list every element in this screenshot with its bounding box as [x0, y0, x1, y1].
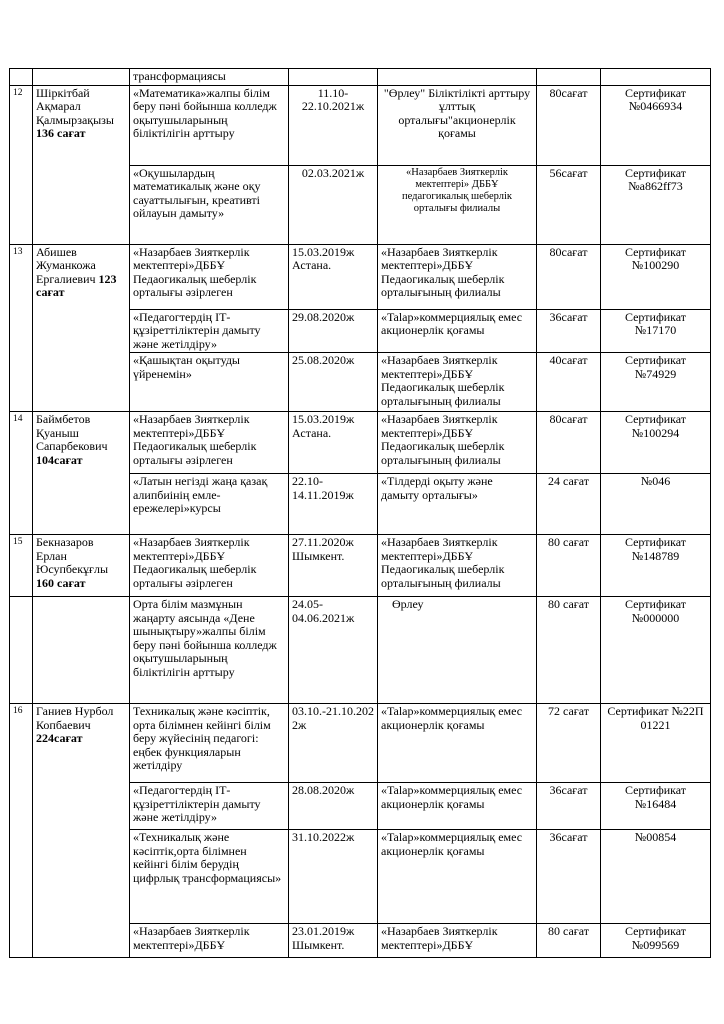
date-cell: 02.03.2021ж — [289, 165, 378, 244]
total-hours: 224сағат — [36, 731, 83, 745]
table-row — [10, 704, 711, 783]
total-hours: 160 сағат — [36, 575, 86, 590]
table-row — [10, 85, 711, 165]
teacher-name-cell — [33, 244, 130, 412]
certificate-cell: №046 — [601, 474, 711, 535]
course-cell: Орта білім мазмұнын жаңарту аясында «Дене шынықтыру»жалпы білім беру пәні бойынша колледж оқытушыларының біліктілігін арттыру — [130, 597, 289, 704]
org-cell: «Назарбаев Зияткерлік мектептері»ДББҰ Педаогикалық шеберлік орталығының филиалы — [378, 244, 537, 309]
teacher-name: Абишев Жуманкожа Ергалиевич — [36, 244, 96, 286]
hours-cell: 36сағат — [537, 783, 601, 830]
hours-cell: 36сағат — [537, 309, 601, 353]
hours-cell: 36сағат — [537, 830, 601, 924]
row-number: 15 — [10, 535, 33, 597]
teacher-name-cell — [33, 412, 130, 535]
hours-cell: 80 сағат — [537, 924, 601, 958]
qualification-table — [9, 68, 711, 958]
course-cell: «Назарбаев Зияткерлік мектептері»ДББҰ Педаогикалық шеберлік орталығы әзірлеген — [130, 244, 289, 309]
teacher-name: Ганиев Нурбол Копбаевич — [36, 704, 114, 732]
date-cell: 31.10.2022ж — [289, 830, 378, 924]
teacher-name: Бекназаров Ерлан Юсупбекұғлы — [36, 535, 108, 576]
certificate-cell: Сертификат №000000 — [601, 597, 711, 704]
date-cell: 15.03.2019ж Астана. — [289, 244, 378, 309]
org-cell: Өрлеу — [378, 597, 537, 704]
course-cell: трансформациясы — [130, 69, 289, 86]
table-row — [10, 412, 711, 474]
total-hours: 123 сағат — [36, 271, 117, 299]
date-cell: 24.05-04.06.2021ж — [289, 597, 378, 704]
certificate-cell: Сертификат №74929 — [601, 353, 711, 412]
org-cell: «Назарбаев Зияткерлік мектептері»ДББҰ — [378, 924, 537, 958]
org-cell: «Назарбаев Зияткерлік мектептері»ДББҰ Педаогикалық шеберлік орталығының филиалы — [378, 353, 537, 412]
date-cell: 03.10.-21.10.2022ж — [289, 704, 378, 783]
hours-cell: 80сағат — [537, 412, 601, 474]
date-cell: 29.08.2020ж — [289, 309, 378, 353]
date-cell: 27.11.2020ж Шымкент. — [289, 535, 378, 597]
date-cell: 25.08.2020ж — [289, 353, 378, 412]
document-page — [9, 68, 710, 958]
org-cell: «Talap»коммерциялық емес акционерлік қоғамы — [378, 830, 537, 924]
certificate-cell: Сертификат №100290 — [601, 244, 711, 309]
org-cell: «Talap»коммерциялық емес акционерлік қоғамы — [378, 704, 537, 783]
certificate-cell: Сертификат №099569 — [601, 924, 711, 958]
org-cell: «Talap»коммерциялық емес акционерлік қоғамы — [378, 783, 537, 830]
hours-cell: 80 сағат — [537, 535, 601, 597]
hours-cell: 80сағат — [537, 244, 601, 309]
course-cell: Техникалық және кәсіптік, орта білімнен кейінгі білім беру жүйесінің педагогі: еңбек функцияларын жетілдіру — [130, 704, 289, 783]
certificate-cell: Сертификат №а862ff73 — [601, 165, 711, 244]
hours-cell: 56сағат — [537, 165, 601, 244]
teacher-name-cell — [33, 535, 130, 597]
org-cell: «Назарбаев Зияткерлік мектептері»ДББҰ Педаогикалық шеберлік орталығының филиалы — [378, 535, 537, 597]
hours-cell: 80сағат — [537, 85, 601, 165]
row-number: 13 — [10, 244, 33, 412]
org-cell: «Назарбаев Зияткерлік мектептері»ДББҰ Педаогикалық шеберлік орталығының филиалы — [378, 412, 537, 474]
certificate-cell: Сертификат №17170 — [601, 309, 711, 353]
org-cell: «Тілдерді оқыту және дамыту орталығы» — [378, 474, 537, 535]
table-row — [10, 535, 711, 597]
teacher-name-cell — [33, 704, 130, 958]
course-cell: «Техникалық және кәсіптік,орта білімнен кейінгі білім берудің цифрлық трансформациясы» — [130, 830, 289, 924]
table-row — [10, 69, 711, 86]
row-number: 16 — [10, 704, 33, 958]
course-cell: «Назарбаев Зияткерлік мектептері»ДББҰ Педаогикалық шеберлік орталығы әзірлеген — [130, 412, 289, 474]
course-cell: «Математика»жалпы білім беру пәні бойынша колледж оқытушыларының біліктілігін арттыру — [130, 85, 289, 165]
date-cell: 28.08.2020ж — [289, 783, 378, 830]
teacher-name: Шіркітбай Ақмарал Қалмырзақызы — [36, 85, 114, 127]
date-cell: 22.10-14.11.2019ж — [289, 474, 378, 535]
total-hours: 104сағат — [36, 452, 83, 467]
date-cell: 23.01.2019ж Шымкент. — [289, 924, 378, 958]
row-number: 14 — [10, 412, 33, 535]
certificate-cell: Сертификат №100294 — [601, 412, 711, 474]
course-cell: «Қашықтан оқытуды үйренемін» — [130, 353, 289, 412]
certificate-cell: Сертификат №22П 01221 — [601, 704, 711, 783]
certificate-cell: Сертификат №0466934 — [601, 85, 711, 165]
teacher-name-cell — [33, 85, 130, 244]
course-cell: «Латын негізді жаңа қазақ алипбиінің емле-ережелері»курсы — [130, 474, 289, 535]
table-row — [10, 597, 711, 704]
date-cell: 11.10-22.10.2021ж — [289, 85, 378, 165]
date-cell: 15.03.2019ж Астана. — [289, 412, 378, 474]
table-row — [10, 244, 711, 309]
course-cell: «Педагогтердің ІТ-құзіреттіліктерін дамыту және жетілдіру» — [130, 783, 289, 830]
course-cell: «Педагогтердің ІТ-құзіреттіліктерін дамыту және жетілдіру» — [130, 309, 289, 353]
course-cell: «Назарбаев Зияткерлік мектептері»ДББҰ Педаогикалық шеберлік орталығы әзірлеген — [130, 535, 289, 597]
org-cell: «Talap»коммерциялық емес акционерлік қоғамы — [378, 309, 537, 353]
row-number: 12 — [10, 85, 33, 244]
hours-cell: 24 сағат — [537, 474, 601, 535]
teacher-name: Баймбетов Қуаныш Сапарбекович — [36, 412, 108, 453]
course-cell: «Оқушылардың математикалық және оқу сауаттылығын, креативті ойлауын дамыту» — [130, 165, 289, 244]
org-cell: «Назарбаев Зияткерлік мектептері» ДББҰ педагогикалық шеберлік орталығы филиалы — [378, 165, 537, 244]
total-hours: 136 сағат — [36, 126, 86, 140]
hours-cell: 72 сағат — [537, 704, 601, 783]
certificate-cell: №00854 — [601, 830, 711, 924]
certificate-cell: Сертификат №148789 — [601, 535, 711, 597]
course-cell: «Назарбаев Зияткерлік мектептері»ДББҰ — [130, 924, 289, 958]
hours-cell: 80 сағат — [537, 597, 601, 704]
org-cell: "Өрлеу" Біліктілікті арттыру ұлттық орталығы"акционерлік қоғамы — [378, 85, 537, 165]
hours-cell: 40сағат — [537, 353, 601, 412]
certificate-cell: Сертификат №16484 — [601, 783, 711, 830]
